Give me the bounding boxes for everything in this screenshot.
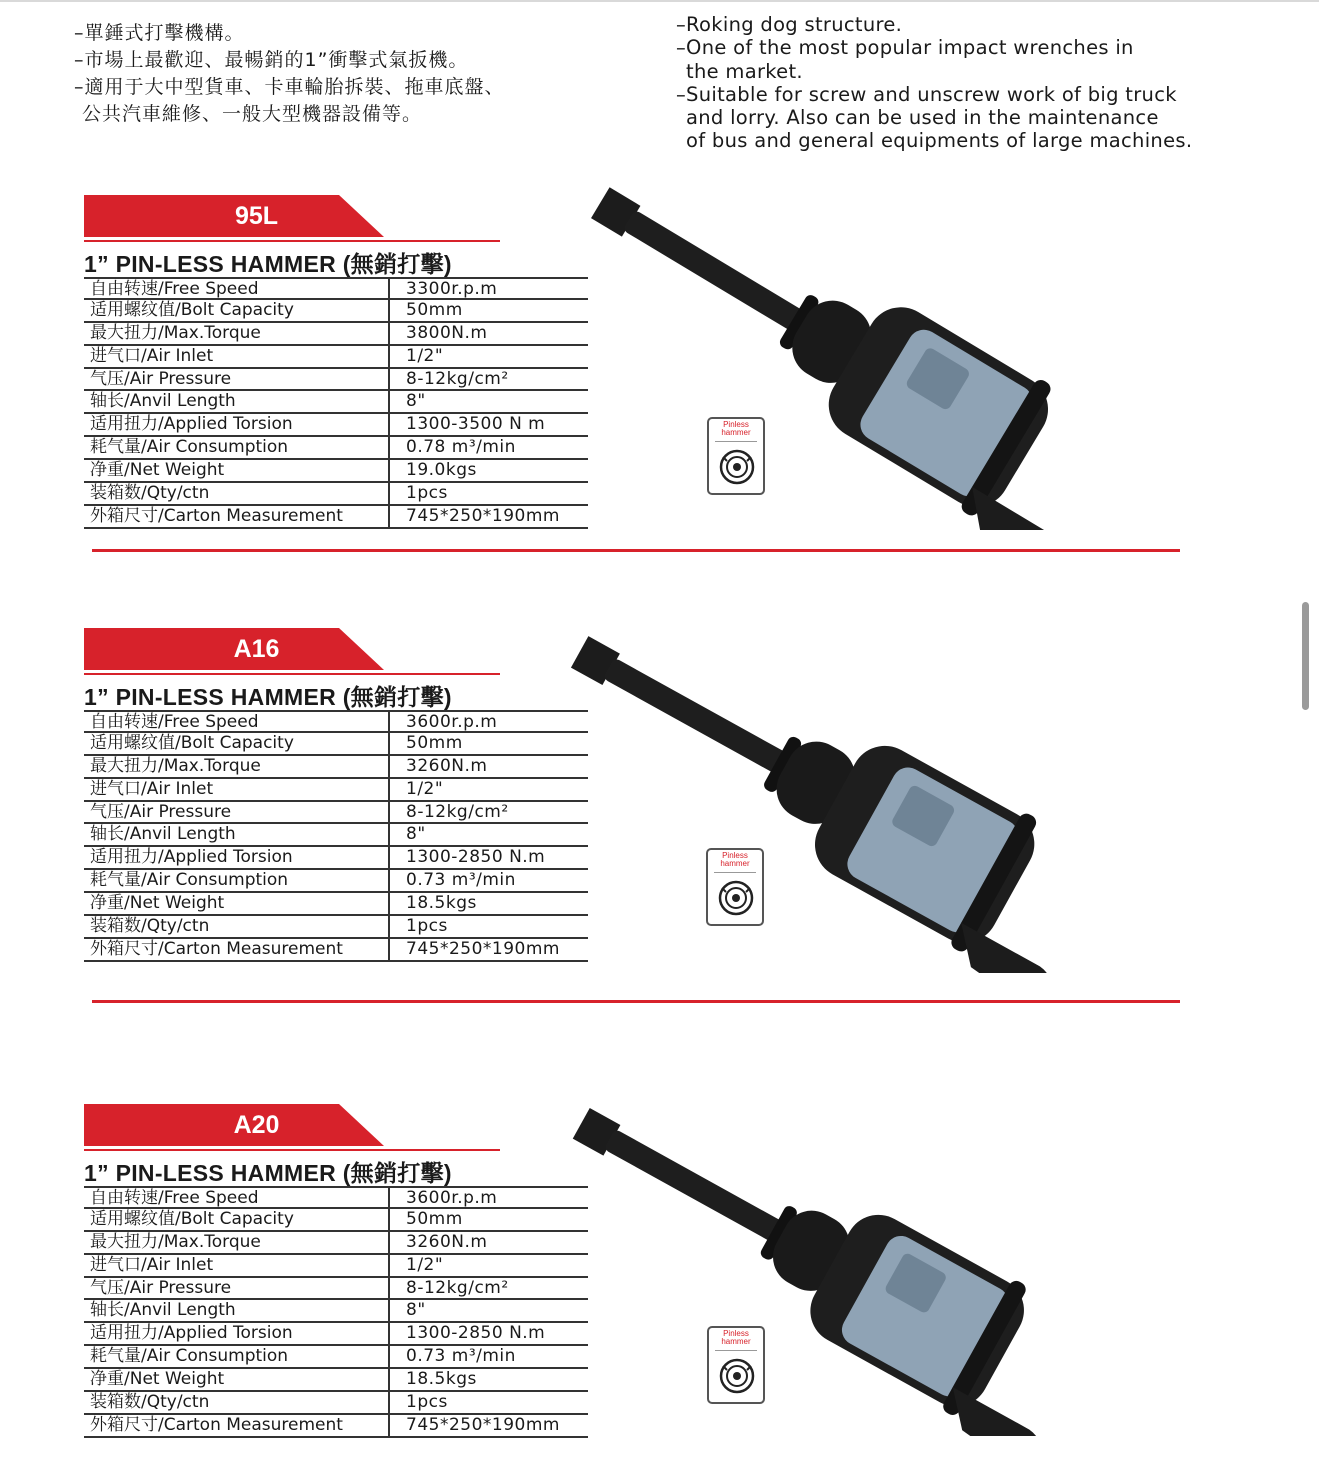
product-a16 (0, 628, 1319, 988)
top-border (0, 0, 1319, 2)
spec-row (84, 346, 588, 369)
spec-value: 3300r.p.m (406, 279, 498, 299)
banner-rule (84, 673, 500, 675)
spec-value: 1300-2850 N.m (406, 847, 546, 868)
spec-value: 50mm (406, 299, 463, 320)
spec-label: 气压/Air Pressure (84, 1278, 390, 1299)
en-intro-line: of bus and general equipments of large machines. (686, 129, 1193, 153)
spec-label: 装箱数/Qty/ctn (84, 483, 390, 504)
spec-label: 净重/Net Weight (84, 460, 390, 481)
impact-wrench-image (548, 593, 1188, 973)
english-intro (676, 13, 1236, 153)
chinese-intro (74, 20, 594, 128)
spec-row (84, 1232, 588, 1255)
spec-value: 1/2" (406, 345, 444, 366)
spec-value: 0.73 m³/min (406, 870, 516, 891)
spec-row (84, 369, 588, 392)
cn-intro-line: –適用于大中型貨車、卡車輪胎拆裝、拖車底盤、 (74, 76, 505, 98)
spec-label: 轴长/Anvil Length (84, 391, 390, 412)
spec-label: 耗气量/Air Consumption (84, 870, 390, 891)
spec-value: 8-12kg/cm² (406, 1277, 509, 1298)
spec-label: 外箱尺寸/Carton Measurement (84, 939, 390, 960)
spec-label: 净重/Net Weight (84, 1369, 390, 1390)
model-banner (84, 1104, 384, 1148)
en-intro-line: –One of the most popular impact wrenches in (676, 36, 1134, 60)
spec-row (84, 1255, 588, 1278)
spec-row (84, 414, 588, 437)
spec-row (84, 1209, 588, 1232)
cn-intro-line: –市場上最歡迎、最暢銷的1”衝擊式氣扳機。 (74, 49, 469, 71)
spec-value: 3600r.p.m (406, 712, 498, 732)
spec-row (84, 1323, 588, 1346)
spec-row (84, 710, 588, 733)
spec-value: 745*250*190mm (406, 938, 560, 959)
spec-row (84, 1415, 588, 1438)
spec-label: 气压/Air Pressure (84, 802, 390, 823)
spec-label: 进气口/Air Inlet (84, 346, 390, 367)
spec-value: 50mm (406, 1208, 463, 1229)
spec-label: 适用螺纹值/Bolt Capacity (84, 1209, 390, 1230)
product-heading: 1” PIN-LESS HAMMER (無銷打擊) (84, 251, 452, 277)
spec-value: 18.5kgs (406, 893, 477, 914)
spec-row (84, 1346, 588, 1369)
section-divider (92, 1000, 1180, 1003)
model-name: A16 (233, 635, 280, 663)
spec-row (84, 391, 588, 414)
spec-row (84, 893, 588, 916)
banner-rule (84, 240, 500, 242)
model-name: A20 (233, 1111, 280, 1139)
badge-label: Pinless hammer (721, 1329, 751, 1346)
en-intro-line: –Suitable for screw and unscrew work of big truck (676, 82, 1177, 106)
spec-value: 1300-3500 N m (406, 414, 546, 435)
spec-row (84, 847, 588, 870)
spec-label: 适用扭力/Applied Torsion (84, 414, 390, 435)
spec-label: 自由转速/Free Speed (84, 712, 390, 731)
spec-row (84, 733, 588, 756)
spec-value: 745*250*190mm (406, 1414, 560, 1435)
spec-label: 耗气量/Air Consumption (84, 437, 390, 458)
spec-row (84, 300, 588, 323)
spec-value: 3600r.p.m (406, 1188, 498, 1208)
spec-value: 8-12kg/cm² (406, 368, 509, 389)
spec-value: 0.78 m³/min (406, 437, 516, 458)
spec-value: 1300-2850 N.m (406, 1323, 546, 1344)
product-95l (0, 195, 1319, 555)
spec-row (84, 916, 588, 939)
spec-table (84, 277, 588, 529)
spec-table (84, 1186, 588, 1438)
spec-table (84, 710, 588, 962)
spec-row (84, 323, 588, 346)
spec-row (84, 1186, 588, 1209)
spec-value: 3260N.m (406, 1231, 488, 1252)
en-intro-line: –Roking dog structure. (676, 13, 903, 36)
spec-row (84, 779, 588, 802)
spec-value: 745*250*190mm (406, 505, 560, 526)
spec-label: 最大扭力/Max.Torque (84, 323, 390, 344)
spec-value: 3800N.m (406, 322, 488, 343)
model-banner (84, 628, 384, 672)
spec-label: 净重/Net Weight (84, 893, 390, 914)
spec-label: 适用扭力/Applied Torsion (84, 1323, 390, 1344)
spec-row (84, 437, 588, 460)
spec-row (84, 1392, 588, 1415)
spec-label: 最大扭力/Max.Torque (84, 1232, 390, 1253)
spec-value: 19.0kgs (406, 460, 477, 481)
spec-label: 轴长/Anvil Length (84, 824, 390, 845)
spec-label: 进气口/Air Inlet (84, 1255, 390, 1276)
cn-intro-line: 公共汽車維修、一般大型機器設備等。 (82, 103, 423, 125)
product-heading: 1” PIN-LESS HAMMER (無銷打擊) (84, 684, 452, 710)
spec-label: 自由转速/Free Speed (84, 279, 390, 298)
spec-label: 装箱数/Qty/ctn (84, 916, 390, 937)
model-name: 95L (234, 202, 279, 230)
spec-label: 外箱尺寸/Carton Measurement (84, 1415, 390, 1436)
spec-label: 适用扭力/Applied Torsion (84, 847, 390, 868)
product-a20 (0, 1104, 1319, 1464)
spec-label: 适用螺纹值/Bolt Capacity (84, 733, 390, 754)
spec-value: 18.5kgs (406, 1369, 477, 1390)
spec-row (84, 1369, 588, 1392)
spec-row (84, 939, 588, 962)
spec-row (84, 870, 588, 893)
en-intro-line: the market. (686, 59, 803, 83)
spec-label: 气压/Air Pressure (84, 369, 390, 390)
spec-row (84, 277, 588, 300)
spec-value: 1/2" (406, 1254, 444, 1275)
badge-label: Pinless hammer (721, 420, 751, 437)
product-heading: 1” PIN-LESS HAMMER (無銷打擊) (84, 1160, 452, 1186)
spec-value: 1pcs (406, 483, 448, 504)
spec-label: 进气口/Air Inlet (84, 779, 390, 800)
badge-label: Pinless hammer (720, 851, 750, 868)
spec-label: 装箱数/Qty/ctn (84, 1392, 390, 1413)
model-banner (84, 195, 384, 239)
spec-label: 适用螺纹值/Bolt Capacity (84, 300, 390, 321)
banner-rule (84, 1149, 500, 1151)
section-divider (92, 549, 1180, 552)
spec-row (84, 483, 588, 506)
spec-value: 8" (406, 824, 426, 845)
spec-value: 1/2" (406, 778, 444, 799)
spec-label: 耗气量/Air Consumption (84, 1346, 390, 1367)
spec-row (84, 1278, 588, 1301)
spec-label: 轴长/Anvil Length (84, 1300, 390, 1321)
spec-label: 自由转速/Free Speed (84, 1188, 390, 1207)
spec-value: 1pcs (406, 1392, 448, 1413)
impact-wrench-image (565, 150, 1205, 530)
spec-row (84, 802, 588, 825)
spec-row (84, 506, 588, 529)
spec-label: 最大扭力/Max.Torque (84, 756, 390, 777)
spec-row (84, 824, 588, 847)
cn-intro-line: –單錘式打擊機構。 (74, 22, 245, 44)
spec-value: 3260N.m (406, 755, 488, 776)
spec-row (84, 756, 588, 779)
spec-value: 8-12kg/cm² (406, 801, 509, 822)
spec-label: 外箱尺寸/Carton Measurement (84, 506, 390, 527)
spec-row (84, 1300, 588, 1323)
impact-wrench-image (542, 1066, 1182, 1436)
spec-value: 1pcs (406, 916, 448, 937)
en-intro-line: and lorry. Also can be used in the maintenance (686, 106, 1159, 130)
spec-value: 0.73 m³/min (406, 1346, 516, 1367)
spec-value: 50mm (406, 732, 463, 753)
vertical-scrollbar[interactable] (1302, 602, 1309, 710)
spec-value: 8" (406, 1300, 426, 1321)
spec-row (84, 460, 588, 483)
spec-value: 8" (406, 391, 426, 412)
